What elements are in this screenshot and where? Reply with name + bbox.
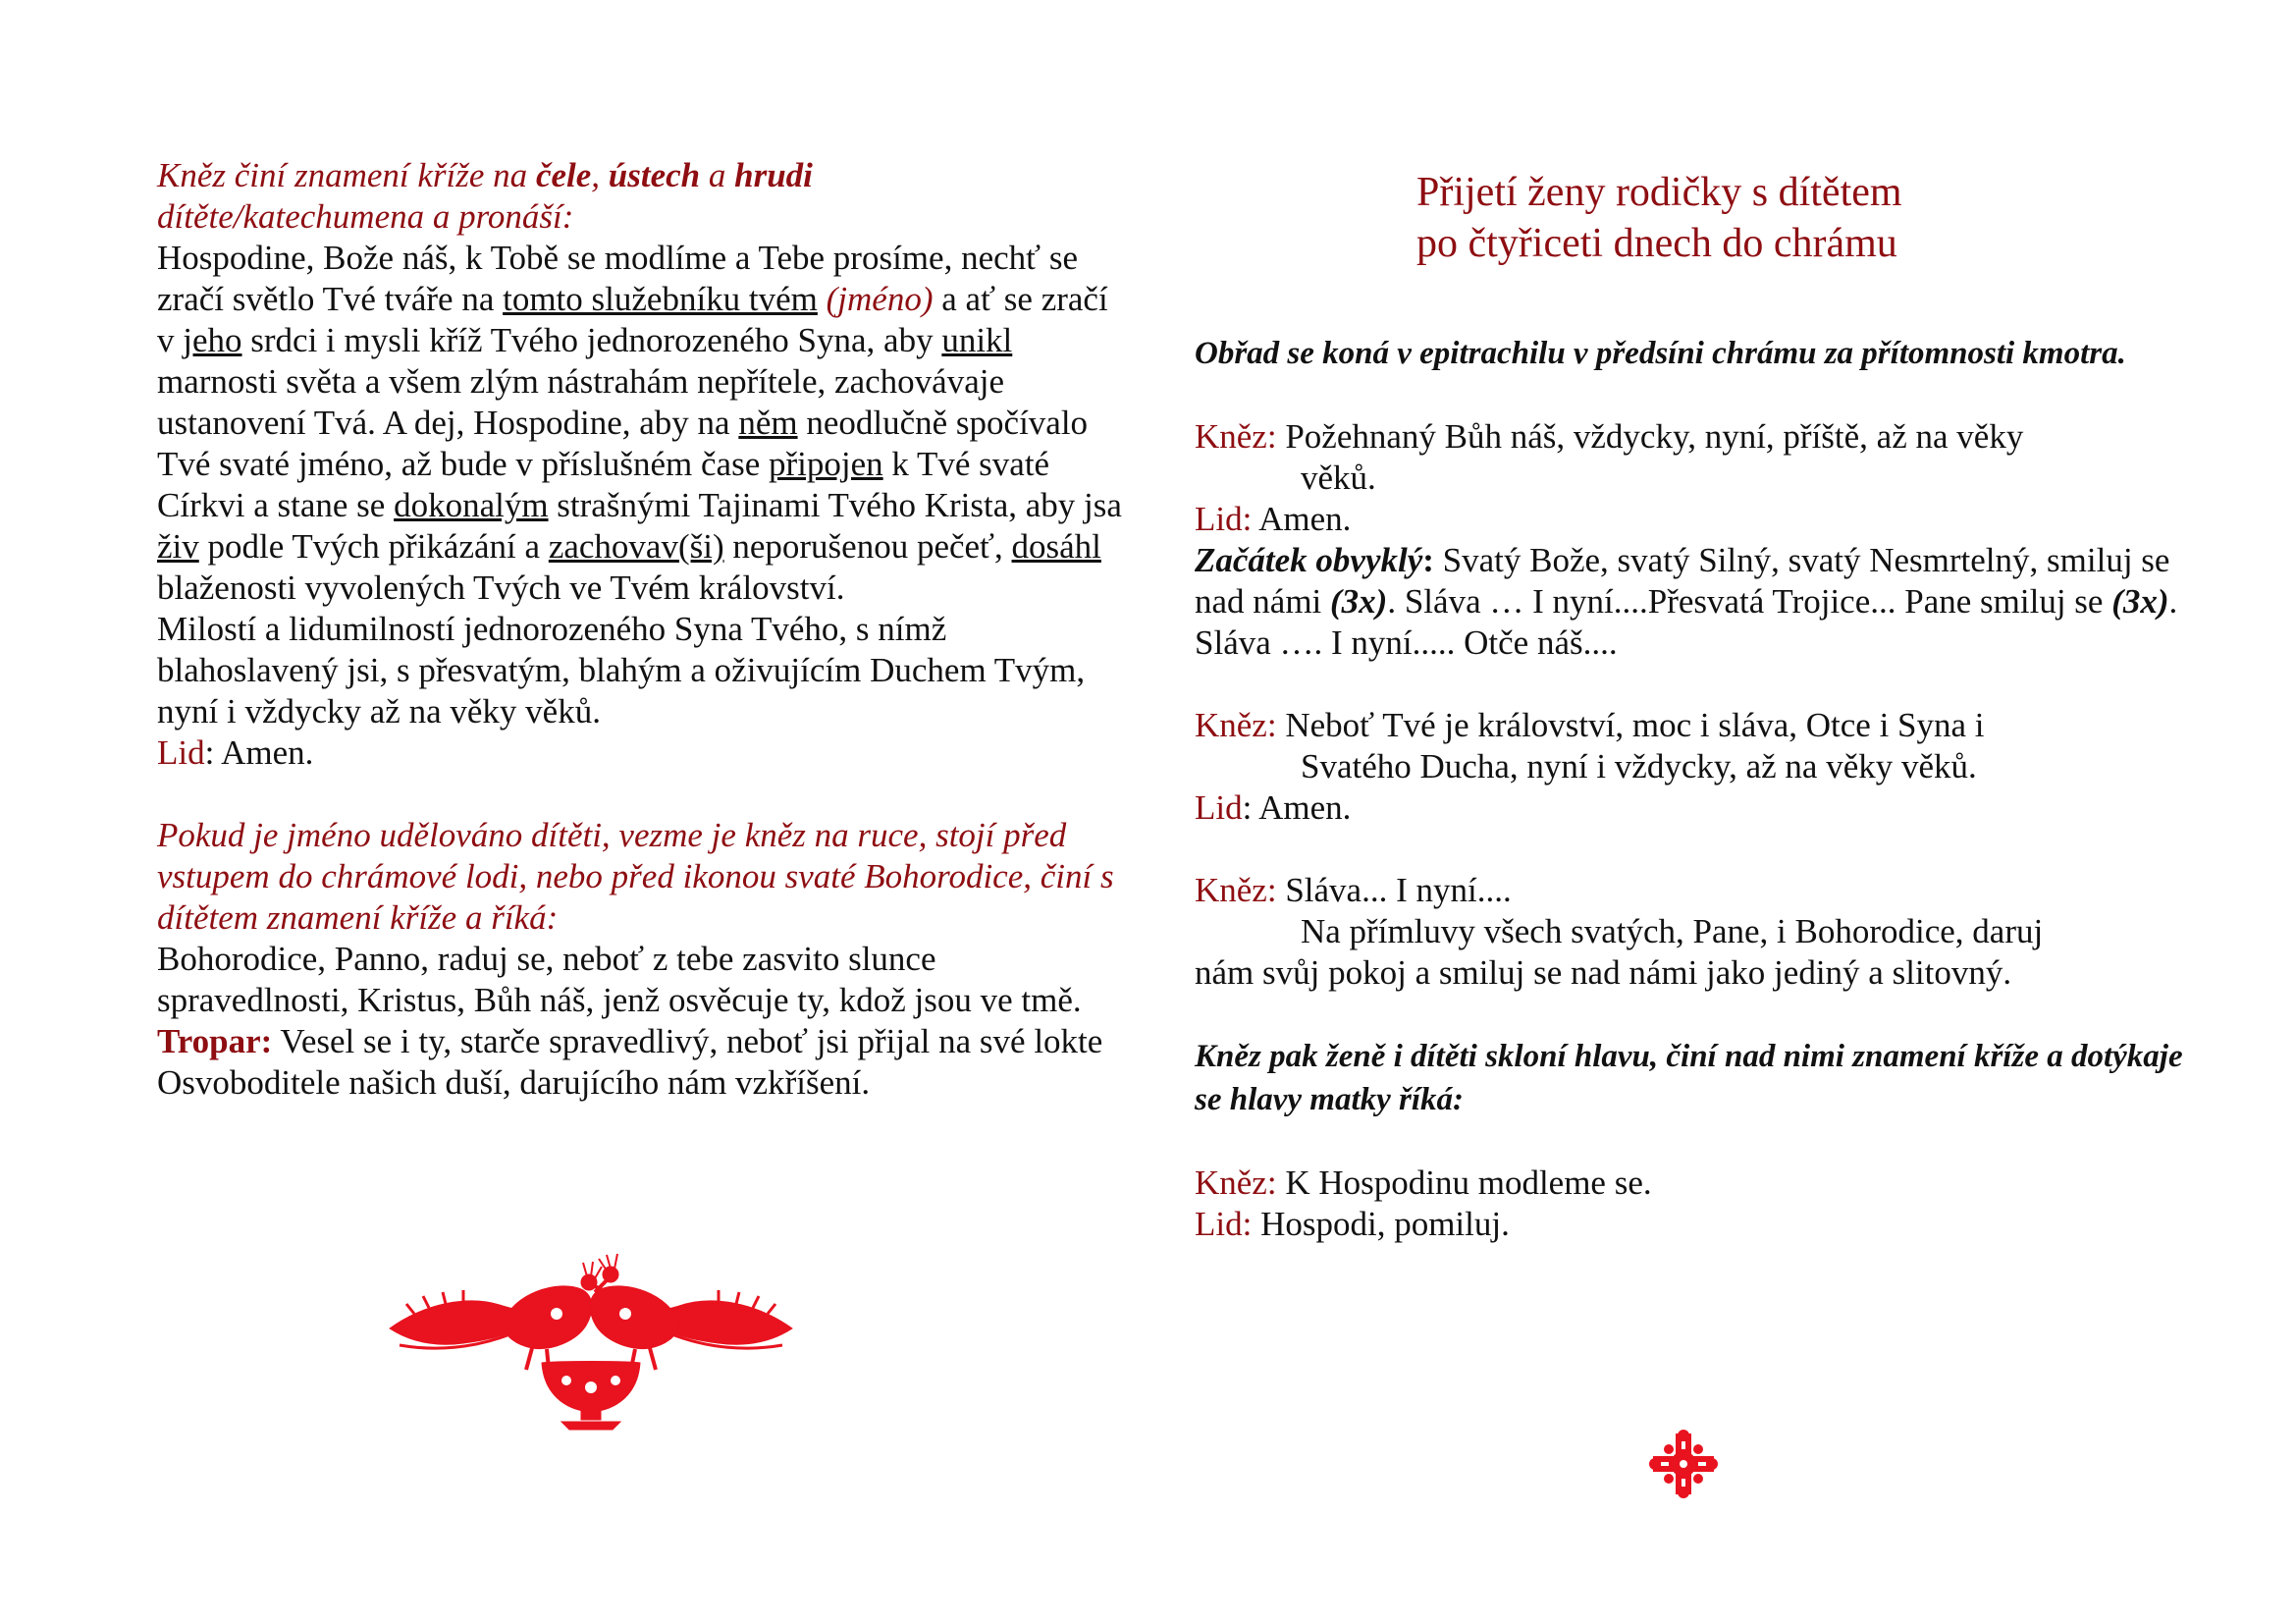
rubric-and: a <box>700 156 735 194</box>
spacer <box>1195 375 2196 416</box>
prayer-underlined: zachovav(ši) <box>548 527 724 566</box>
rubric-mouth: ústech <box>608 156 701 194</box>
tropar <box>157 1021 1129 1104</box>
priest-litany <box>1195 1163 2196 1204</box>
priest-text-line2: Svatého Ducha, nyní i vždycky, až na věky věků. <box>1301 747 1977 785</box>
rubric-text: Kněz činí znamení kříže na <box>157 156 536 194</box>
prayer-text: k Tvé svaté Církvi a stane se <box>157 445 1050 524</box>
people-amen-2 <box>1195 787 2196 829</box>
usual-beginning-text: . Sláva …. I nyní..... Otče náš.... <box>1195 582 2178 662</box>
people-text: : Amen. <box>1242 788 1352 827</box>
rubric-chest: hrudi <box>734 156 813 194</box>
rubric-text-line2: dítěte/katechumena a pronáší: <box>157 197 574 236</box>
priest-text: Sláva... I nyní.... <box>1276 871 1512 909</box>
priest-label: Kněz: <box>1195 706 1277 744</box>
rubric-forehead: čele <box>535 156 592 194</box>
priest-glory <box>1195 870 2196 994</box>
usual-beginning-label: Začátek obvyklý <box>1195 541 1423 579</box>
repeat-3x: (3x) <box>1330 582 1388 621</box>
prayer-underlined: tomto služebníku tvém <box>503 280 818 318</box>
prayer-text: a ať se zračí v <box>157 280 1108 359</box>
prayer-underlined: jeho <box>183 321 242 359</box>
rite-title-line1: Přijetí ženy rodičky s dítětem <box>1416 170 1902 215</box>
people-text: Amen. <box>1252 500 1352 538</box>
people-label: Lid <box>157 733 205 772</box>
priest-text-line2: věků. <box>1301 459 1376 497</box>
prayer-underlined: dokonalým <box>394 486 549 524</box>
cross-ornament <box>1649 1430 1718 1498</box>
priest-blessing <box>1195 416 2196 499</box>
prayer-underlined: připojen <box>769 445 883 483</box>
tropar-label: Tropar: <box>157 1022 273 1060</box>
prayer-text: marnosti světa a všem zlým nástrahám nepřítele, zachovávaje ustanovení Tvá. A dej, Hospodine, aby na <box>157 362 1004 442</box>
spacer <box>1195 829 2196 870</box>
prayer-text: neporušenou pečeť, <box>723 527 1012 566</box>
tropar-text: Vesel se i ty, starče spravedlivý, neboť jsi přijal na své lokte Osvoboditele našich duší, darujícího nám vzkříšení. <box>157 1022 1103 1102</box>
priest-exclamation <box>1195 705 2196 787</box>
prayer-underlined: něm <box>738 404 798 442</box>
usual-beginning-colon: : <box>1422 541 1434 579</box>
spacer <box>1195 994 2196 1035</box>
prayer-blessing <box>157 238 1129 609</box>
peacocks-chalice-ornament <box>385 1235 797 1432</box>
prayer-space <box>818 280 827 318</box>
prayer-text: podle Tvých přikázání a <box>198 527 549 566</box>
people-label: Lid: <box>1195 1205 1253 1243</box>
rite-title <box>1416 167 2196 269</box>
prayer-text: srdci i mysli kříž Tvého jednorozeného Syna, aby <box>241 321 942 359</box>
name-placeholder: (jméno) <box>826 280 934 318</box>
spacer <box>1195 269 2196 332</box>
right-column <box>1195 167 2196 1245</box>
priest-text-line2: Na přímluvy všech svatých, Pane, i Bohorodice, daruj <box>1301 912 2044 950</box>
people-amen-1 <box>1195 499 2196 540</box>
people-text: Hospodi, pomiluj. <box>1252 1205 1510 1243</box>
prayer-text: strašnými Tajinami Tvého Krista, aby jsa <box>548 486 1122 524</box>
priest-label: Kněz: <box>1195 1164 1277 1202</box>
people-label: Lid <box>1195 788 1243 827</box>
people-label: Lid: <box>1195 500 1253 538</box>
prayer-text: blaženosti vyvolených Tvých ve Tvém království. <box>157 568 845 607</box>
prayer-doxology: Milostí a lidumilností jednorozeného Syna Tvého, s nímž blahoslavený jsi, s přesvatým, blahým a oživujícím Duchem Tvým, nyní i vždycky až na věky věků. <box>157 610 1086 731</box>
priest-text: Požehnaný Bůh náš, vždycky, nyní, příště, až na věky <box>1276 417 2024 456</box>
prayer-text: neodlučně spočívalo Tvé svaté jméno, až bude v příslušném čase <box>157 404 1089 483</box>
usual-beginning <box>1195 540 2196 664</box>
spacer <box>1195 664 2196 705</box>
rubric-epitrachil: Obřad se koná v epitrachilu v předsíni chrámu za přítomnosti kmotra. <box>1195 336 2126 371</box>
rubric-sign-of-cross <box>157 155 1129 238</box>
prayer-theotokos: Bohorodice, Panno, raduj se, neboť z tebe zasvito slunce spravedlnosti, Kristus, Bůh náš, jenž osvěcuje ty, kdož jsou ve tmě. <box>157 940 1082 1019</box>
priest-label: Kněz: <box>1195 871 1277 909</box>
spacer <box>157 774 1129 815</box>
prayer-underlined: dosáhl <box>1011 527 1101 566</box>
usual-beginning-text: . Sláva … I nyní....Přesvatá Trojice... Pane smiluj se <box>1387 582 2112 621</box>
right-page <box>1148 0 2296 1624</box>
left-column <box>157 155 1129 1104</box>
prayer-underlined: živ <box>157 527 199 566</box>
priest-text-line3: nám svůj pokoj a smiluj se nad námi jako jediný a slitovný. <box>1195 953 2012 992</box>
rubric-naming: Pokud je jméno udělováno dítěti, vezme je kněz na ruce, stojí před vstupem do chrámové lodi, nebo před ikonou svaté Bohorodice, činí s dítětem znamení kříže a říká: <box>157 816 1114 937</box>
response-text: : Amen. <box>204 733 314 772</box>
priest-text: Neboť Tvé je království, moc i sláva, Otce i Syna i <box>1276 706 1985 744</box>
rite-title-line2: po čtyřiceti dnech do chrámu <box>1416 221 1897 266</box>
people-lord-have-mercy <box>1195 1204 2196 1245</box>
usual-beginning-text: Svatý Bože, svatý Silný, svatý Nesmrtelný, smiluj se nad námi <box>1195 541 2170 621</box>
response-amen <box>157 732 1129 774</box>
prayer-text: Hospodine, Bože náš, k Tobě se modlíme a Tebe prosíme, nechť se zračí světlo Tvé tváře na <box>157 239 1078 318</box>
priest-label: Kněz: <box>1195 417 1277 456</box>
rubric-bow-head: Kněz pak ženě i dítěti skloní hlavu, činí nad nimi znamení kříže a dotýkaje se hlavy matky říká: <box>1195 1039 2183 1117</box>
priest-text: K Hospodinu modleme se. <box>1276 1164 1652 1202</box>
prayer-underlined: unikl <box>941 321 1013 359</box>
rubric-comma: , <box>591 156 609 194</box>
repeat-3x: (3x) <box>2111 582 2169 621</box>
spacer <box>1195 1121 2196 1163</box>
